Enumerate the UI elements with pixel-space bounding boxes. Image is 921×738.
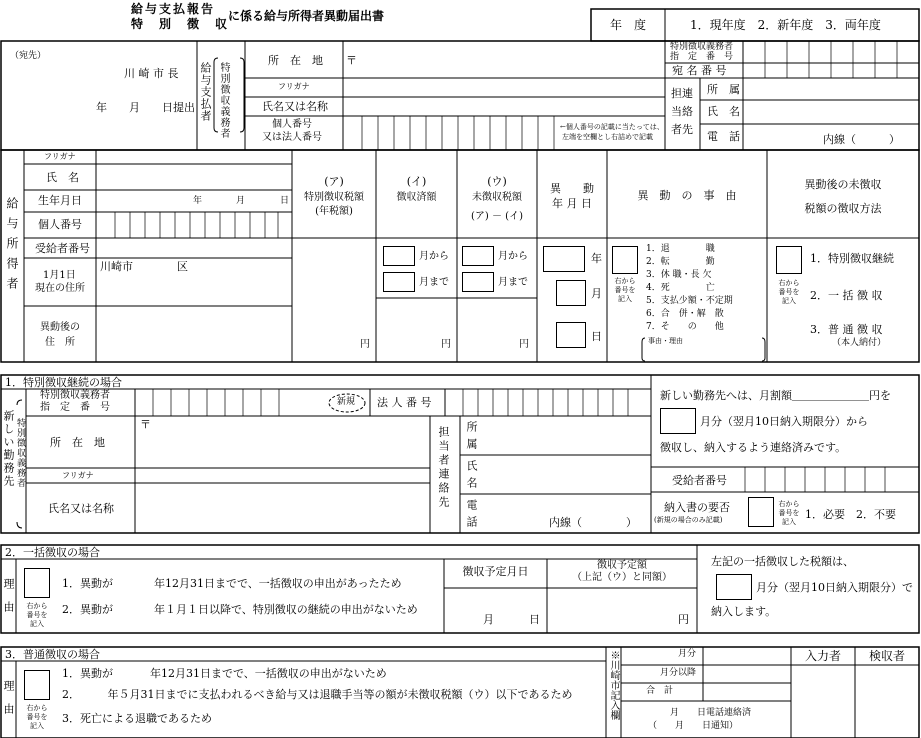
atena-label: 宛 名 番 号: [672, 64, 727, 77]
s2-notice-3: 納入します。: [711, 605, 777, 618]
corp-number-label: 法 人 番 号: [377, 396, 432, 409]
atena-number-field[interactable]: [743, 63, 919, 78]
section1-new-vertical: 新しい勤務先: [2, 410, 15, 488]
s1-notice-2: 月分（翌月10日納入期限分）から: [700, 415, 868, 428]
s2-payment-month-box[interactable]: [716, 574, 752, 600]
s3-reason-vertical: 理由: [2, 680, 15, 726]
change-year-unit: 年: [591, 252, 602, 265]
method-3-sub: （本人納付）: [832, 338, 887, 348]
s1-furigana-field[interactable]: [135, 468, 430, 483]
new-badge[interactable]: 新規: [337, 397, 356, 407]
number-note-1: ←個人番号の記載に当たっては、: [560, 123, 664, 131]
s3-reason-number-box[interactable]: [24, 670, 50, 700]
emp-number-field[interactable]: [96, 212, 292, 238]
reason-note-1: 右から: [614, 277, 636, 285]
reason-4: 4．死 亡: [646, 283, 715, 293]
collected-from-month-box[interactable]: [383, 246, 415, 266]
s3-note-2: 番号を: [26, 713, 48, 721]
reason-7: 7．そ の 他: [646, 322, 724, 332]
method-3: 3．普 通 徴 収: [810, 323, 883, 336]
corp-number-field[interactable]: [445, 389, 651, 416]
payer-furigana-label: フリガナ: [278, 82, 310, 91]
s2-date-header: 徴収予定月日: [462, 565, 529, 578]
jan1-address-field[interactable]: [96, 258, 292, 306]
payer-address-field[interactable]: [360, 44, 660, 76]
change-year-box[interactable]: [543, 246, 585, 272]
mayor-label: 川 崎 市 長: [124, 67, 179, 80]
s1-slip-note-2: 番号を: [778, 509, 800, 517]
section1-obligor-vertical: 特別徴収義務者: [15, 418, 25, 488]
postal-mark: 〒: [346, 54, 357, 67]
recipient-no-label: 受給者番号: [35, 242, 90, 255]
s2-amount-header-2: （上記（ウ）と同額）: [572, 572, 672, 583]
uncollected-to-label: 月まで: [498, 277, 528, 288]
s1-extension-label[interactable]: 内線（ ）: [549, 516, 637, 529]
change-date-label-1: 異 動: [550, 182, 594, 195]
city-month-2: 月分以降: [660, 668, 697, 678]
title-line-2: 特 別 徴 収: [131, 17, 230, 31]
section2-title: 2．一括徴収の場合: [5, 546, 100, 559]
recipient-no-field[interactable]: [96, 238, 292, 258]
method-header-2: 税額の徴収方法: [804, 202, 882, 215]
s3-reason-3: 3．死亡による退職であるため: [62, 712, 212, 725]
emp-furigana-field[interactable]: [96, 150, 292, 164]
dept-field[interactable]: [743, 78, 919, 100]
reason-note-2: 番号を: [614, 286, 636, 294]
s2-yen-unit: 円: [678, 613, 689, 626]
payer-vertical-label: 給与支払者: [199, 62, 212, 122]
uncollected-yen: 円: [519, 339, 529, 350]
after-address-label-2: 住 所: [45, 337, 75, 348]
inputter-stamp-field[interactable]: [791, 665, 855, 738]
checker-stamp-field[interactable]: [855, 665, 919, 738]
s3-note-3: 記入: [30, 722, 44, 730]
s2-note-2: 番号を: [26, 611, 48, 619]
s2-notice-1: 左記の一括徴収した税額は、: [711, 555, 854, 568]
extension-label[interactable]: 内線（ ）: [823, 133, 900, 146]
s1-phone-label: 電話: [465, 499, 478, 533]
city-use-vertical: ※川崎市記入欄: [608, 650, 619, 720]
city-total-field[interactable]: [703, 683, 791, 701]
reason-1: 1．退 職: [646, 244, 715, 254]
s1-name-label: 氏名又は名称: [48, 502, 114, 515]
s1-designated-1: 特別徴収義務者: [40, 390, 110, 401]
col-a-label-2: 特別徴収税額: [304, 192, 364, 203]
s2-note-1: 右から: [26, 602, 48, 610]
uncollected-from-month-box[interactable]: [462, 246, 494, 266]
s1-designated-field[interactable]: [135, 389, 325, 416]
contact-vertical-2: 当絡: [671, 105, 693, 118]
contact-name-label: 氏 名: [707, 105, 740, 118]
col-u-label-2: 未徴収税額: [472, 192, 522, 203]
s1-recipient-label: 受給者番号: [672, 474, 727, 487]
birth-day-unit: 日: [280, 196, 290, 206]
method-note-3: 記入: [782, 297, 796, 305]
collected-yen: 円: [441, 339, 451, 350]
s1-start-month-box[interactable]: [660, 408, 696, 434]
s2-amount-header-1: 徴収予定額: [597, 560, 647, 571]
reason-2: 2．転 勤: [646, 257, 715, 267]
birth-date-field[interactable]: [96, 190, 292, 212]
after-address-label-1: 異動後の: [40, 322, 80, 333]
emp-name-field[interactable]: [96, 164, 292, 190]
contact-vertical-1: 担連: [671, 87, 693, 100]
s3-reason-1b: 年12月31日までで、一括徴収の申出がないため: [150, 667, 387, 680]
designated-label-1: 特別徴収義務者: [670, 42, 734, 52]
reason-3: 3．休 職・長 欠: [646, 270, 712, 280]
s3-reason-1a: 1．異動が: [62, 667, 113, 680]
col-i-label-1: (イ): [406, 175, 427, 188]
birth-year-unit: 年: [193, 196, 203, 206]
s1-slip-label-2: (新規の場合のみ記載): [654, 516, 723, 524]
uncollected-to-month-box[interactable]: [462, 272, 494, 292]
emp-name-label: 氏 名: [46, 171, 79, 184]
s1-slip-label-1: 納入書の要否: [664, 501, 730, 514]
method-note-2: 番号を: [778, 288, 800, 296]
dept-label: 所 属: [707, 83, 740, 96]
contact-vertical-3: 者先: [671, 123, 693, 136]
number-note-2: 左端を空欄とし右詰めで記載: [562, 133, 653, 141]
s1-dept-field[interactable]: [485, 416, 651, 455]
s1-recipient-field[interactable]: [745, 467, 919, 492]
reason-6: 6．合 併・解 散: [646, 309, 724, 319]
change-day-unit: 日: [591, 330, 602, 343]
year-label: 年 度: [610, 18, 647, 32]
city-month-1-field[interactable]: [703, 647, 791, 665]
s2-reason-2a: 2．異動が: [62, 603, 113, 616]
s2-reason-2b: 年１月１日以降で、特別徴収の継続の申出がないため: [154, 603, 418, 616]
s1-dept-label: 所属: [465, 421, 478, 455]
form-title: に係る給与所得者異動届出書: [228, 9, 385, 23]
change-date-label-2: 年 月 日: [552, 197, 592, 210]
s2-month-unit: 月: [483, 613, 494, 626]
birth-label: 生年月日: [38, 194, 82, 207]
reason-detail-label: 事由・理由: [648, 337, 683, 345]
s2-notice-2: 月分（翌月10日納入期限分）で: [756, 581, 913, 594]
title-line-1: 給与支払報告: [131, 2, 216, 16]
payer-number-label-2: 又は法人番号: [262, 132, 322, 143]
addressee-label: （宛先）: [10, 51, 47, 61]
s1-contact-vertical: 担当者連絡先: [437, 426, 450, 510]
s1-address-label: 所 在 地: [50, 436, 105, 449]
s1-postal-mark: 〒: [140, 418, 151, 431]
payer-number-label-1: 個人番号: [272, 119, 312, 130]
collected-to-label: 月まで: [419, 277, 449, 288]
payer-number-field[interactable]: [345, 116, 555, 150]
s1-designated-2: 指 定 番 号: [40, 402, 110, 413]
designated-number-field[interactable]: [743, 41, 919, 63]
employee-vertical-label: 給与所得者: [5, 197, 19, 297]
payer-name-field[interactable]: [345, 97, 663, 116]
col-u-label-3: (ア) － (イ): [471, 211, 523, 222]
annual-tax-yen: 円: [360, 339, 370, 350]
emp-furigana-label: フリガナ: [44, 152, 76, 161]
s1-notice-1: 新しい勤務先へは、月割額＿＿＿＿＿＿＿円を: [660, 389, 891, 402]
method-header-1: 異動後の未徴収: [804, 178, 882, 191]
collected-from-label: 月から: [419, 251, 449, 262]
city-total: 合 計: [646, 686, 674, 696]
change-day-box[interactable]: [556, 322, 586, 348]
s2-date-field[interactable]: [444, 588, 547, 633]
after-address-field[interactable]: [96, 306, 292, 362]
reason-5: 5．支払少額・不定期: [646, 296, 733, 306]
s3-note-1: 右から: [26, 704, 48, 712]
uncollected-from-label: 月から: [498, 251, 528, 262]
s3-reason-2: 2． 年５月31日までに支払われるべき給与又は退職手当等の額が未徴収税額（ウ）以下であるため: [62, 688, 573, 701]
jan1-label-1: 1月1日: [43, 270, 76, 281]
method-note-1: 右から: [778, 279, 800, 287]
s2-reason-vertical: 理由: [2, 578, 15, 624]
s2-amount-field[interactable]: [547, 588, 697, 633]
city-month-1: 月分: [678, 649, 697, 659]
s1-slip-note-1: 右から: [778, 500, 800, 508]
designated-label-2: 指 定 番 号: [670, 52, 734, 62]
payer-furigana-field[interactable]: [345, 78, 663, 97]
reason-header: 異 動 の 事 由: [637, 189, 737, 202]
s2-reason-number-box[interactable]: [24, 568, 50, 598]
s2-day-unit: 日: [529, 613, 540, 626]
submit-date[interactable]: 年 月 日提出: [96, 101, 195, 114]
change-month-unit: 月: [591, 287, 602, 300]
change-month-box[interactable]: [556, 280, 586, 306]
s1-slip-note-3: 記入: [782, 518, 796, 526]
address-label: 所 在 地: [268, 54, 323, 67]
phone-label: 電 話: [707, 130, 740, 143]
section3-title: 3．普通徴収の場合: [5, 648, 100, 661]
section1-title: 1．特別徴収継続の場合: [5, 376, 122, 389]
s1-slip-number-box[interactable]: [748, 497, 774, 527]
col-i-label-2: 徴収済額: [396, 192, 437, 203]
kawasaki-city-ward: 川崎市 区: [100, 260, 188, 273]
method-1: 1．特別徴収継続: [810, 252, 894, 265]
city-notified-2: （ 月 日通知）: [648, 721, 739, 731]
payer-name-label: 氏名又は名称: [262, 100, 328, 113]
s1-furigana-label: フリガナ: [62, 471, 94, 480]
reason-number-box[interactable]: [612, 246, 638, 274]
year-options[interactable]: 1．現年度 2．新年度 3．両年度: [690, 18, 881, 32]
obligor-vertical-label: 特別徴収義務者: [218, 62, 229, 139]
inputter-label: 入力者: [804, 649, 841, 663]
city-notified-1: 月 日電話連絡済: [670, 708, 752, 718]
emp-number-label: 個人番号: [38, 218, 82, 231]
reason-detail-field[interactable]: [645, 338, 763, 360]
s2-reason-1a: 1．異動が: [62, 577, 113, 590]
s1-address-field[interactable]: [155, 416, 428, 468]
s1-name-field[interactable]: [135, 483, 430, 533]
s2-note-3: 記入: [30, 620, 44, 628]
s1-contact-name-field[interactable]: [485, 455, 651, 494]
method-number-box[interactable]: [776, 246, 802, 274]
birth-month-unit: 月: [236, 196, 246, 206]
reason-note-3: 記入: [618, 295, 632, 303]
col-a-label-3: (年税額): [315, 206, 353, 217]
s1-contact-name-label: 氏名: [465, 460, 478, 494]
jan1-label-2: 現在の住所: [35, 283, 85, 294]
col-a-label-1: (ア): [324, 175, 344, 188]
collected-amount-field[interactable]: [376, 298, 457, 362]
contact-name-field[interactable]: [743, 100, 919, 124]
s2-reason-1b: 年12月31日までで、一括徴収の申出があったため: [154, 577, 402, 590]
s1-notice-3: 徴収し、納入するよう連絡済みです。: [660, 441, 847, 454]
city-month-2-field[interactable]: [703, 665, 791, 683]
collected-to-month-box[interactable]: [383, 272, 415, 292]
method-2: 2．一 括 徴 収: [810, 289, 883, 302]
s1-need-options: 1．必要 2．不要: [805, 508, 896, 521]
uncollected-amount-field[interactable]: [457, 298, 537, 362]
col-u-label-1: (ウ): [487, 175, 507, 188]
checker-label: 検収者: [868, 649, 905, 663]
